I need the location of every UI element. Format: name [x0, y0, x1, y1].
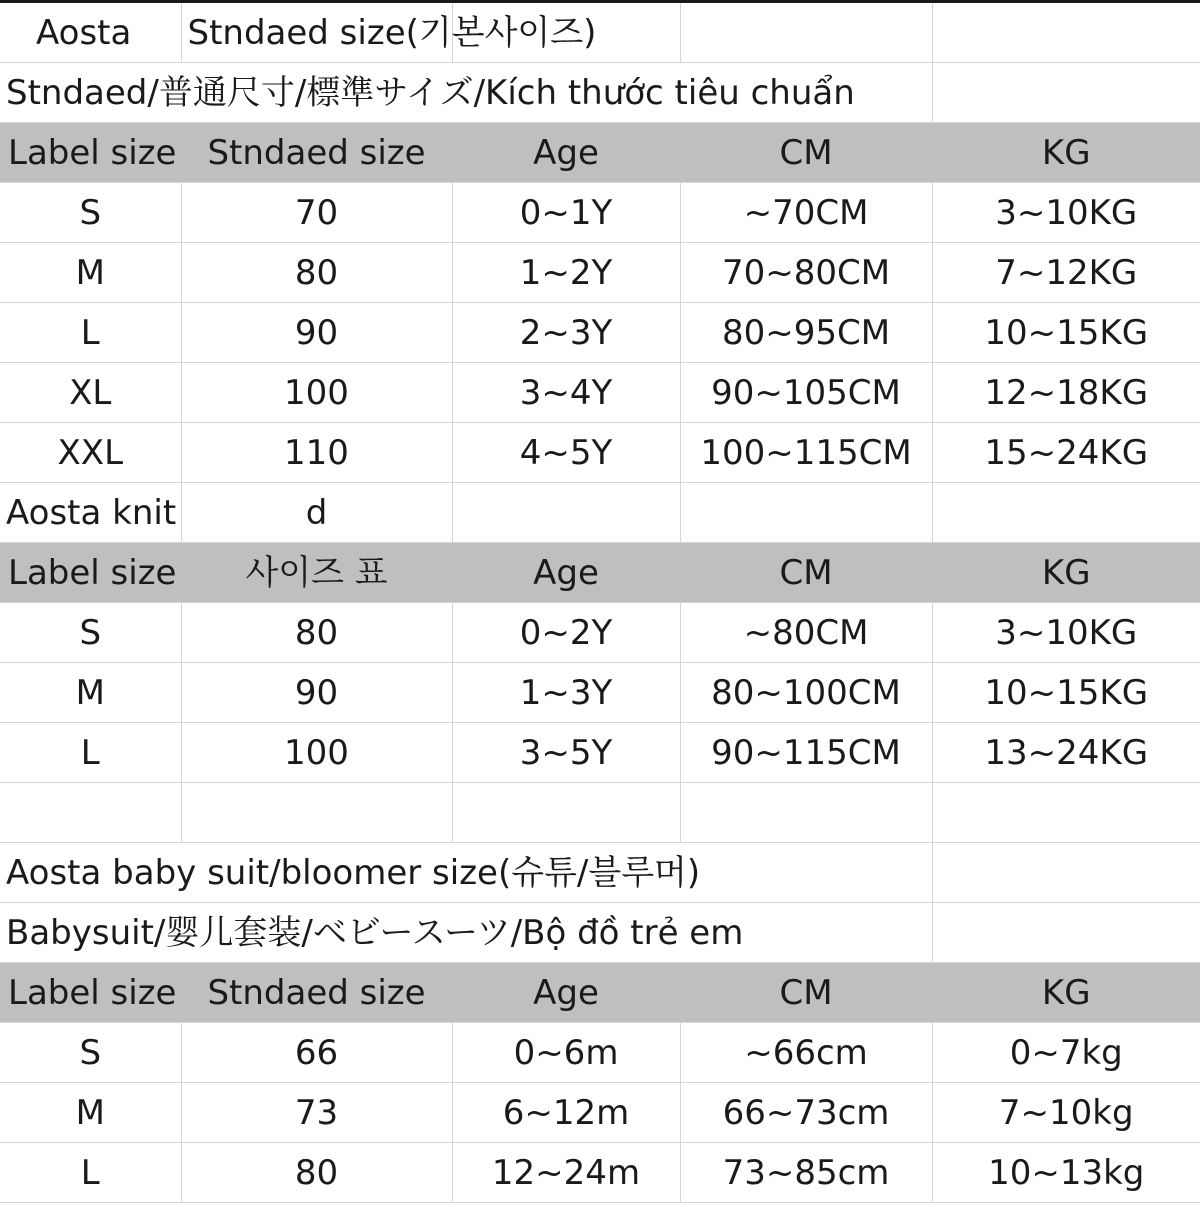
- section1-caption: Stndaed/普通尺寸/標準サイズ/Kích thước tiêu chuẩn: [0, 63, 932, 123]
- empty-cell: [932, 483, 1200, 543]
- header-size-chart: 사이즈 표: [181, 543, 452, 603]
- empty-cell: [932, 783, 1200, 843]
- empty-cell: [452, 483, 680, 543]
- header-standard-size: Stndaed size: [181, 963, 452, 1023]
- section2-label: Aosta knit: [0, 483, 181, 543]
- standard-size-cell: 66: [181, 1023, 452, 1083]
- standard-size-cell: 73: [181, 1083, 452, 1143]
- label-size-cell: XXL: [0, 423, 181, 483]
- standard-size-cell: 80: [181, 243, 452, 303]
- cm-cell: ~70CM: [680, 183, 932, 243]
- kg-cell: 3~10KG: [932, 603, 1200, 663]
- table-row: [0, 1023, 1200, 1083]
- kg-cell: 13~24KG: [932, 723, 1200, 783]
- cm-cell: 66~73cm: [680, 1083, 932, 1143]
- section1-header-row: [0, 123, 1200, 183]
- header-kg: KG: [932, 123, 1200, 183]
- table-row: [0, 423, 1200, 483]
- age-cell: 0~6m: [452, 1023, 680, 1083]
- empty-cell: [181, 783, 452, 843]
- table-row: [0, 363, 1200, 423]
- header-kg: KG: [932, 963, 1200, 1023]
- header-age: Age: [452, 963, 680, 1023]
- header-label-size: Label size: [0, 543, 181, 603]
- standard-size-cell: 80: [181, 1143, 452, 1203]
- label-size-cell: L: [0, 723, 181, 783]
- empty-cell: [932, 63, 1200, 123]
- empty-cell: [452, 783, 680, 843]
- section2-label-row: [0, 483, 1200, 543]
- age-cell: 0~1Y: [452, 183, 680, 243]
- header-kg: KG: [932, 543, 1200, 603]
- label-size-cell: M: [0, 663, 181, 723]
- header-cm: CM: [680, 963, 932, 1023]
- kg-cell: 10~15KG: [932, 663, 1200, 723]
- cm-cell: ~66cm: [680, 1023, 932, 1083]
- label-size-cell: S: [0, 603, 181, 663]
- age-cell: 3~5Y: [452, 723, 680, 783]
- empty-cell: [680, 483, 932, 543]
- header-label-size: Label size: [0, 963, 181, 1023]
- cm-cell: 80~95CM: [680, 303, 932, 363]
- age-cell: 1~3Y: [452, 663, 680, 723]
- section2-header-row: [0, 543, 1200, 603]
- age-cell: 12~24m: [452, 1143, 680, 1203]
- header-cm: CM: [680, 543, 932, 603]
- age-cell: 2~3Y: [452, 303, 680, 363]
- cm-cell: 80~100CM: [680, 663, 932, 723]
- section3-header-row: [0, 963, 1200, 1023]
- kg-cell: 15~24KG: [932, 423, 1200, 483]
- standard-size-cell: 80: [181, 603, 452, 663]
- section1-caption-row: [0, 63, 1200, 123]
- blank-row: [0, 783, 1200, 843]
- table-row: [0, 663, 1200, 723]
- empty-cell: [932, 903, 1200, 963]
- cm-cell: 90~115CM: [680, 723, 932, 783]
- cm-cell: 90~105CM: [680, 363, 932, 423]
- kg-cell: 3~10KG: [932, 183, 1200, 243]
- table-row: [0, 1083, 1200, 1143]
- empty-cell: [932, 843, 1200, 903]
- kg-cell: 7~10kg: [932, 1083, 1200, 1143]
- standard-size-cell: 90: [181, 303, 452, 363]
- size-chart-table: [0, 3, 1200, 1203]
- label-size-cell: M: [0, 1083, 181, 1143]
- title-row: [0, 3, 1200, 63]
- age-cell: 3~4Y: [452, 363, 680, 423]
- header-standard-size: Stndaed size: [181, 123, 452, 183]
- table-row: [0, 603, 1200, 663]
- section3-caption: Babysuit/婴儿套装/ベビースーツ/Bộ đồ trẻ em: [0, 903, 932, 963]
- subtitle-cell: Stndaed size(기본사이즈): [181, 3, 452, 63]
- standard-size-cell: 100: [181, 363, 452, 423]
- table-row: [0, 303, 1200, 363]
- brand-cell: Aosta: [0, 3, 181, 63]
- table-row: [0, 1143, 1200, 1203]
- age-cell: 1~2Y: [452, 243, 680, 303]
- kg-cell: 0~7kg: [932, 1023, 1200, 1083]
- label-size-cell: L: [0, 1143, 181, 1203]
- cm-cell: 70~80CM: [680, 243, 932, 303]
- header-label-size: Label size: [0, 123, 181, 183]
- section2-label-extra: d: [181, 483, 452, 543]
- table-row: [0, 243, 1200, 303]
- section3-label-row: [0, 843, 1200, 903]
- label-size-cell: S: [0, 1023, 181, 1083]
- cm-cell: ~80CM: [680, 603, 932, 663]
- kg-cell: 12~18KG: [932, 363, 1200, 423]
- standard-size-cell: 70: [181, 183, 452, 243]
- section3-caption-row: [0, 903, 1200, 963]
- age-cell: 4~5Y: [452, 423, 680, 483]
- cm-cell: 100~115CM: [680, 423, 932, 483]
- empty-cell: [680, 3, 932, 63]
- kg-cell: 10~13kg: [932, 1143, 1200, 1203]
- kg-cell: 7~12KG: [932, 243, 1200, 303]
- age-cell: 0~2Y: [452, 603, 680, 663]
- empty-cell: [680, 783, 932, 843]
- standard-size-cell: 90: [181, 663, 452, 723]
- kg-cell: 10~15KG: [932, 303, 1200, 363]
- label-size-cell: L: [0, 303, 181, 363]
- empty-cell: [0, 783, 181, 843]
- label-size-cell: XL: [0, 363, 181, 423]
- table-row: [0, 183, 1200, 243]
- header-cm: CM: [680, 123, 932, 183]
- table-row: [0, 723, 1200, 783]
- empty-cell: [932, 3, 1200, 63]
- header-age: Age: [452, 543, 680, 603]
- label-size-cell: S: [0, 183, 181, 243]
- standard-size-cell: 110: [181, 423, 452, 483]
- section3-label: Aosta baby suit/bloomer size(슈튜/블루머): [0, 843, 932, 903]
- cm-cell: 73~85cm: [680, 1143, 932, 1203]
- label-size-cell: M: [0, 243, 181, 303]
- standard-size-cell: 100: [181, 723, 452, 783]
- header-age: Age: [452, 123, 680, 183]
- age-cell: 6~12m: [452, 1083, 680, 1143]
